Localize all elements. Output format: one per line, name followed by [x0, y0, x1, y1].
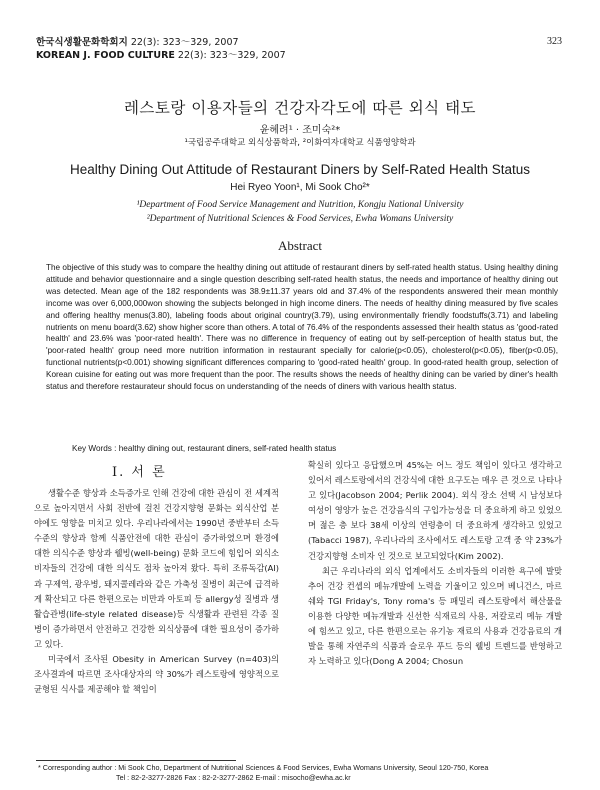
left-column — [34, 486, 279, 697]
left-paragraph-2: 미국에서 조사된 Obesity in American Survey (n=403)의 조사결과에 따르면 조사대상자의 약 30%가 레스토랑에 영양적으로 균형된 식사를 제공해야 할 책임이 — [34, 654, 279, 695]
footnote-rule — [36, 760, 236, 761]
journal-name-ko: 한국식생활문화학회지 — [36, 37, 128, 48]
right-paragraph-2: 최근 우리나라의 외식 업계에서도 소비자들의 이러한 욕구에 발맞추어 건강 컨셉의 메뉴개발에 노력을 기울이고 있으며 베니건스, 마르쉐와 TGI Friday's, Tony roma's 등 패밀리 레스토랑에서 해산물을 이용한 다양한 메뉴개발과 신선한 식재료의 사용, 저칼로리 메뉴 개발에 힘쓰고 있고, 다른 한편으로는 유기농 재료의 사용과 건강음료의 개발을 통해 자연주의 식품과 슬로우 푸드 등의 웰빙 트렌드를 반영하고자 노력하고 있다(Dong A 2004; Chosun — [308, 565, 562, 667]
affiliation-korean: ¹국립공주대학교 외식상품학과, ²이화여자대학교 식품영양학과 — [184, 138, 416, 148]
abstract-heading: Abstract — [277, 238, 323, 253]
authors-english: Hei Ryeo Yoon¹, Mi Sook Cho²* — [230, 182, 370, 193]
journal-header — [36, 36, 286, 62]
journal-citation-2: 22(3): 323～329, 2007 — [177, 50, 286, 61]
footnote-contact: Tel : 82-2-3277-2826 Fax : 82-2-3277-2862 E-mail : misocho@ewha.ac.kr — [116, 773, 351, 782]
left-paragraph-1: 생활수준 향상과 소득증가로 인해 건강에 대한 관심이 전 세계적으로 높아지면서 사회 전반에 걸친 건강지향형 문화는 외식산업 분야에도 영향을 미치고 있다. 우리나라에서는 1990년 중반부터 소득 수준의 향상과 함께 식품안전에 대한 관심이 증가하였으며 환경에 대한 의식수준 향상과 웰빙(well-being) 문화 코드에 힘입어 외식소비자들의 건강에 대한 의식도 점차 높아져 왔다. 특히 조류독감(AI)과 구제역, 광우병, 돼지콜레라와 같은 가축성 질병이 최근에 급격하게 확산되고 다른 한편으로는 비만과 아토피 등 allergy성 질병과 생활습관병(life-style related disease)등 식생활과 관련된 각종 질병이 증가하면서 안전하고 건강한 외식상품에 대한 필요성이 증가하고 있다. — [34, 488, 279, 649]
right-paragraph-1: 확실히 있다고 응답했으며 45%는 어느 정도 책임이 있다고 생각하고 있어서 레스토랑에서의 건강식에 대한 요구도는 매우 큰 것으로 나타나고 있다(Jacobson 2004; Perlik 2004). 외식 장소 선택 시 남성보다 여성이 영양가 높은 건강음식의 구입가능성을 더 중요하게 하고 있었으며 젊은 층 보다 38세 이상의 연령층이 더 중요하게 생각하고 있었고(Tabacci 1987), 우리나라의 조사에서도 레스토랑 고객 중 약 23%가 건강지향형 소비자 인 것으로 보고되었다(Kim 2002). — [308, 460, 562, 561]
affiliation-english — [0, 198, 600, 226]
right-column — [308, 458, 562, 669]
section-heading-introduction: Ⅰ. 서 론 — [112, 465, 167, 480]
title-korean: 레스토랑 이용자들의 건강자각도에 따른 외식 태도 — [123, 99, 477, 117]
affiliation-english-2: ²Department of Nutritional Sciences & Food Services, Ewha Womans University — [146, 214, 454, 224]
affiliation-english-1: ¹Department of Food Service Management and Nutrition, Kongju National University — [136, 200, 464, 210]
keywords: Key Words : healthy dining out, restaurant diners, self-rated health status — [72, 444, 337, 453]
abstract-text: The objective of this study was to compare the healthy dining out attitude of restaurant diners by self-rated health status. Using healthy dining attitude and behavior questionnaire and a single question describing self-rated health status, the needs and importance of healthy dining out was detected. Mean age of the 182 respondents was 38.9±11.37 years old and 37.4% of the respondents answered their mean monthly income was over 6,000,000won showing the subjects belonged in high income diners. The needs of healthy dining measured by five scales and offering healthy menus(3.80), labeling foods about original country(3.79), using environmentally friendly foodstuffs(3.71) and labeling nutrients on menu board(3.62) show higher score than others. A total of 76.4% of the respondents assessed their health status as 'good-rated health' and 23.6% was 'poor-rated health'. There was no difference in frequency of eating out by self-perception of health status but, the 'poor-rated health' group need more nutrition information in restaurant specially for calorie(p<0.05), cholesterol(p<0.05), fiber(p<0.05), functional nutrients(p<0.001) showing significant differences comparing to 'good-rated health' group. In good-rated health group, selection of Korean cuisine for eating out was more frequent than the poor. The results shows the needs of healthy dining can be varied by diner's health status and therefore restaurateur should focus on understanding of the needs of diners with various health status. — [46, 263, 558, 392]
journal-name-en: KOREAN J. FOOD CULTURE — [36, 50, 175, 61]
authors-korean: 윤혜려¹ · 조미숙²* — [259, 125, 341, 136]
title-english: Healthy Dining Out Attitude of Restaurant Diners by Self-Rated Health Status — [70, 162, 530, 177]
footnote — [38, 763, 488, 783]
journal-citation: 22(3): 323～329, 2007 — [130, 37, 239, 48]
page-number: 323 — [547, 36, 562, 47]
footnote-corresponding: * Corresponding author : Mi Sook Cho, Department of Nutritional Sciences & Food Services, Ewha Womans University, Seoul 120-750, Korea — [38, 763, 489, 772]
